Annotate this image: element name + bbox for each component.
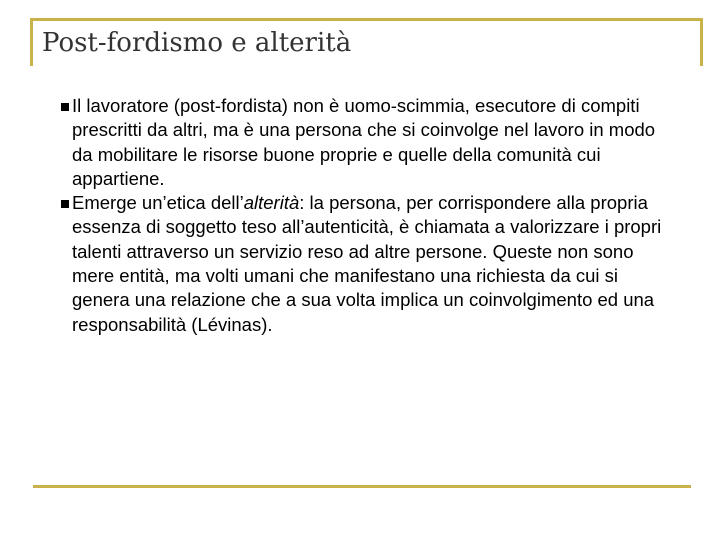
frame-bottom-line (33, 485, 691, 488)
bullet-list (38, 94, 678, 337)
frame-right-line (700, 18, 703, 66)
bullet-text-2 (72, 191, 678, 337)
square-bullet-icon (61, 200, 69, 208)
bullet-item-2 (38, 191, 678, 337)
bullet-text-2-italic: alterità (243, 192, 300, 214)
frame-left-line (30, 18, 33, 66)
bullet-text-2-before: Emerge un’etica dell’ (72, 192, 244, 214)
frame-top-line (33, 18, 703, 21)
square-bullet-icon (61, 103, 69, 111)
bullet-text-2-after: : la persona, per corrispondere alla propria essenza di soggetto teso all’autenticità, è chiamata a valorizzare i propri talenti attraverso un servizio reso ad altre persone. Queste non sono mere entità, ma volti umani che manifestano una richiesta da cui si genera una relazione che a sua volta implica un coinvolgimento ed una responsabilità (Lévinas). (72, 192, 662, 335)
bullet-text-1: Il lavoratore (post-fordista) non è uomo-scimmia, esecutore di compiti prescritti da altri, ma è una persona che si coinvolge nel lavoro in modo da mobilitare le risorse buone proprie e quelle della comunità cui appartiene. (72, 95, 656, 189)
bullet-item-1 (38, 94, 678, 191)
slide-title: Post-fordismo e alterità (42, 28, 352, 58)
